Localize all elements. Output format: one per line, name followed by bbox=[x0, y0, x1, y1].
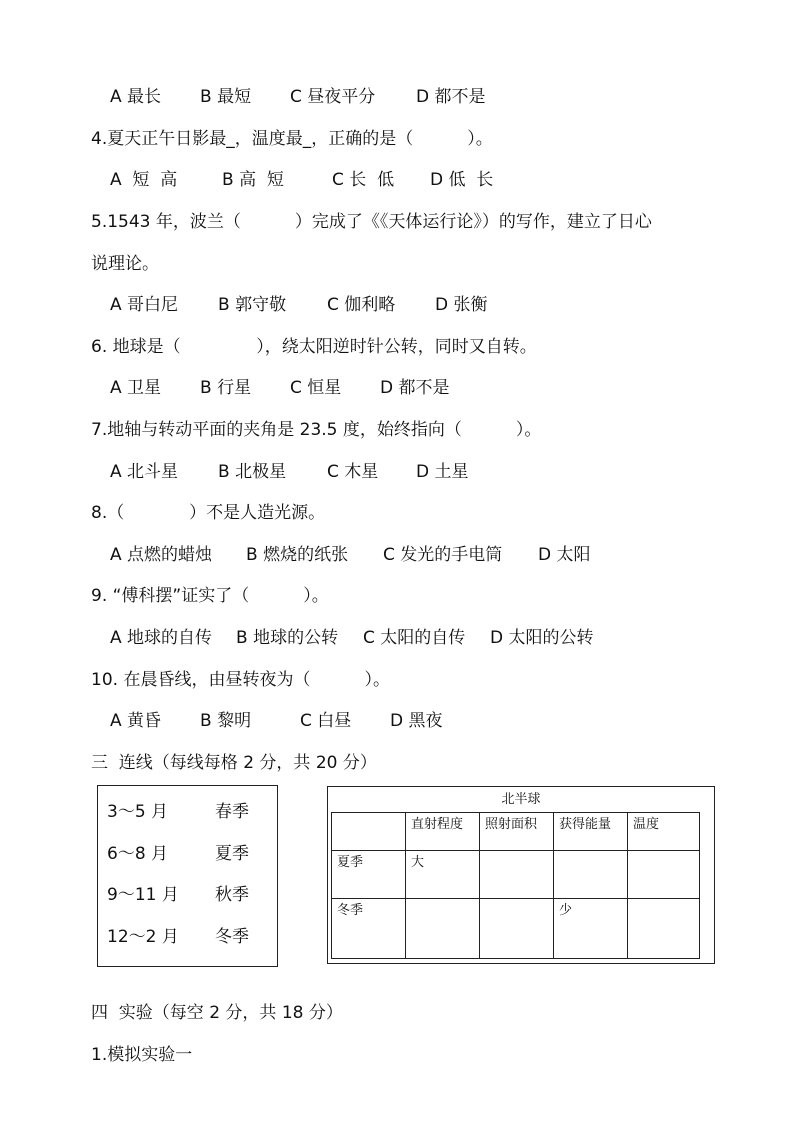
table-cell[interactable] bbox=[406, 899, 480, 959]
q7-option-b[interactable]: B 北极星 bbox=[218, 462, 287, 482]
table-cell: 冬季 bbox=[332, 899, 406, 959]
hemisphere-table bbox=[331, 812, 700, 959]
q4-option-d[interactable]: D 低 长 bbox=[430, 170, 494, 190]
season-item[interactable]: 秋季 bbox=[215, 885, 249, 905]
table-header: 温度 bbox=[628, 813, 700, 851]
table-title: 北半球 bbox=[501, 792, 541, 807]
table-header: 照射面积 bbox=[480, 813, 554, 851]
q3-option-d[interactable]: D 都不是 bbox=[416, 87, 486, 107]
q10-stem: 10. 在晨昏线，由昼转夜为（ ）。 bbox=[91, 670, 390, 690]
q7-option-d[interactable]: D 土星 bbox=[416, 462, 469, 482]
q3-option-c[interactable]: C 昼夜平分 bbox=[290, 87, 376, 107]
table-cell[interactable] bbox=[628, 899, 700, 959]
q3-option-a[interactable]: A 最长 bbox=[110, 87, 162, 107]
table-cell: 夏季 bbox=[332, 851, 406, 899]
q3-option-b[interactable]: B 最短 bbox=[200, 87, 252, 107]
q5-stem-line2: 说理论。 bbox=[91, 254, 159, 274]
q9-option-d[interactable]: D 太阳的公转 bbox=[490, 628, 594, 648]
table-header bbox=[332, 813, 406, 851]
table-cell[interactable] bbox=[554, 851, 628, 899]
q6-option-d[interactable]: D 都不是 bbox=[380, 378, 450, 398]
q7-option-a[interactable]: A 北斗星 bbox=[110, 462, 179, 482]
season-item[interactable]: 夏季 bbox=[215, 844, 249, 864]
q7-option-c[interactable]: C 木星 bbox=[327, 462, 379, 482]
table-cell[interactable] bbox=[480, 851, 554, 899]
q6-option-b[interactable]: B 行星 bbox=[200, 378, 252, 398]
q10-option-b[interactable]: B 黎明 bbox=[200, 711, 252, 731]
q10-option-d[interactable]: D 黑夜 bbox=[390, 711, 443, 731]
table-cell[interactable]: 少 bbox=[554, 899, 628, 959]
q4-option-a[interactable]: A 短 高 bbox=[110, 170, 178, 190]
q5-option-b[interactable]: B 郭守敬 bbox=[218, 295, 287, 315]
season-item[interactable]: 冬季 bbox=[215, 927, 249, 947]
q6-stem: 6. 地球是（ ），绕太阳逆时针公转，同时又自转。 bbox=[91, 337, 537, 357]
hemisphere-table-box bbox=[327, 786, 715, 964]
section3-title: 三 连线（每线每格 2 分，共 20 分） bbox=[91, 753, 377, 773]
month-item[interactable]: 6～8 月 bbox=[107, 844, 169, 864]
q8-stem: 8.（ ）不是人造光源。 bbox=[91, 503, 326, 523]
month-item[interactable]: 9～11 月 bbox=[107, 885, 179, 905]
q9-option-a[interactable]: A 地球的自传 bbox=[110, 628, 213, 648]
month-item[interactable]: 3～5 月 bbox=[107, 802, 169, 822]
q10-option-a[interactable]: A 黄昏 bbox=[110, 711, 162, 731]
table-cell[interactable] bbox=[480, 899, 554, 959]
section4-sub1: 1.模拟实验一 bbox=[91, 1045, 193, 1065]
q9-stem: 9. “傅科摆”证实了（ ）。 bbox=[91, 586, 329, 606]
q10-option-c[interactable]: C 白昼 bbox=[300, 711, 352, 731]
q8-option-b[interactable]: B 燃烧的纸张 bbox=[246, 545, 349, 565]
q8-option-a[interactable]: A 点燃的蜡烛 bbox=[110, 545, 213, 565]
q5-option-c[interactable]: C 伽利略 bbox=[327, 295, 396, 315]
q4-stem: 4.夏天正午日影最_，温度最_，正确的是（ ）。 bbox=[91, 129, 493, 149]
season-item[interactable]: 春季 bbox=[215, 802, 249, 822]
matching-box bbox=[97, 785, 278, 967]
table-header: 直射程度 bbox=[406, 813, 480, 851]
q4-option-b[interactable]: B 高 短 bbox=[222, 170, 284, 190]
q9-option-b[interactable]: B 地球的公转 bbox=[236, 628, 339, 648]
table-header: 获得能量 bbox=[554, 813, 628, 851]
q6-option-c[interactable]: C 恒星 bbox=[290, 378, 342, 398]
table-cell[interactable] bbox=[628, 851, 700, 899]
table-cell[interactable]: 大 bbox=[406, 851, 480, 899]
month-item[interactable]: 12～2 月 bbox=[107, 927, 179, 947]
q9-option-c[interactable]: C 太阳的自传 bbox=[363, 628, 466, 648]
q5-option-d[interactable]: D 张衡 bbox=[435, 295, 488, 315]
q8-option-d[interactable]: D 太阳 bbox=[538, 545, 591, 565]
q6-option-a[interactable]: A 卫星 bbox=[110, 378, 162, 398]
q4-option-c[interactable]: C 长 低 bbox=[332, 170, 395, 190]
q5-option-a[interactable]: A 哥白尼 bbox=[110, 295, 179, 315]
q8-option-c[interactable]: C 发光的手电筒 bbox=[383, 545, 503, 565]
section4-title: 四 实验（每空 2 分，共 18 分） bbox=[91, 1003, 343, 1023]
q7-stem: 7.地轴与转动平面的夹角是 23.5 度，始终指向（ ）。 bbox=[91, 420, 542, 440]
q5-stem-line1: 5.1543 年，波兰（ ）完成了《《天体运行论》）的写作，建立了日心 bbox=[91, 212, 652, 232]
